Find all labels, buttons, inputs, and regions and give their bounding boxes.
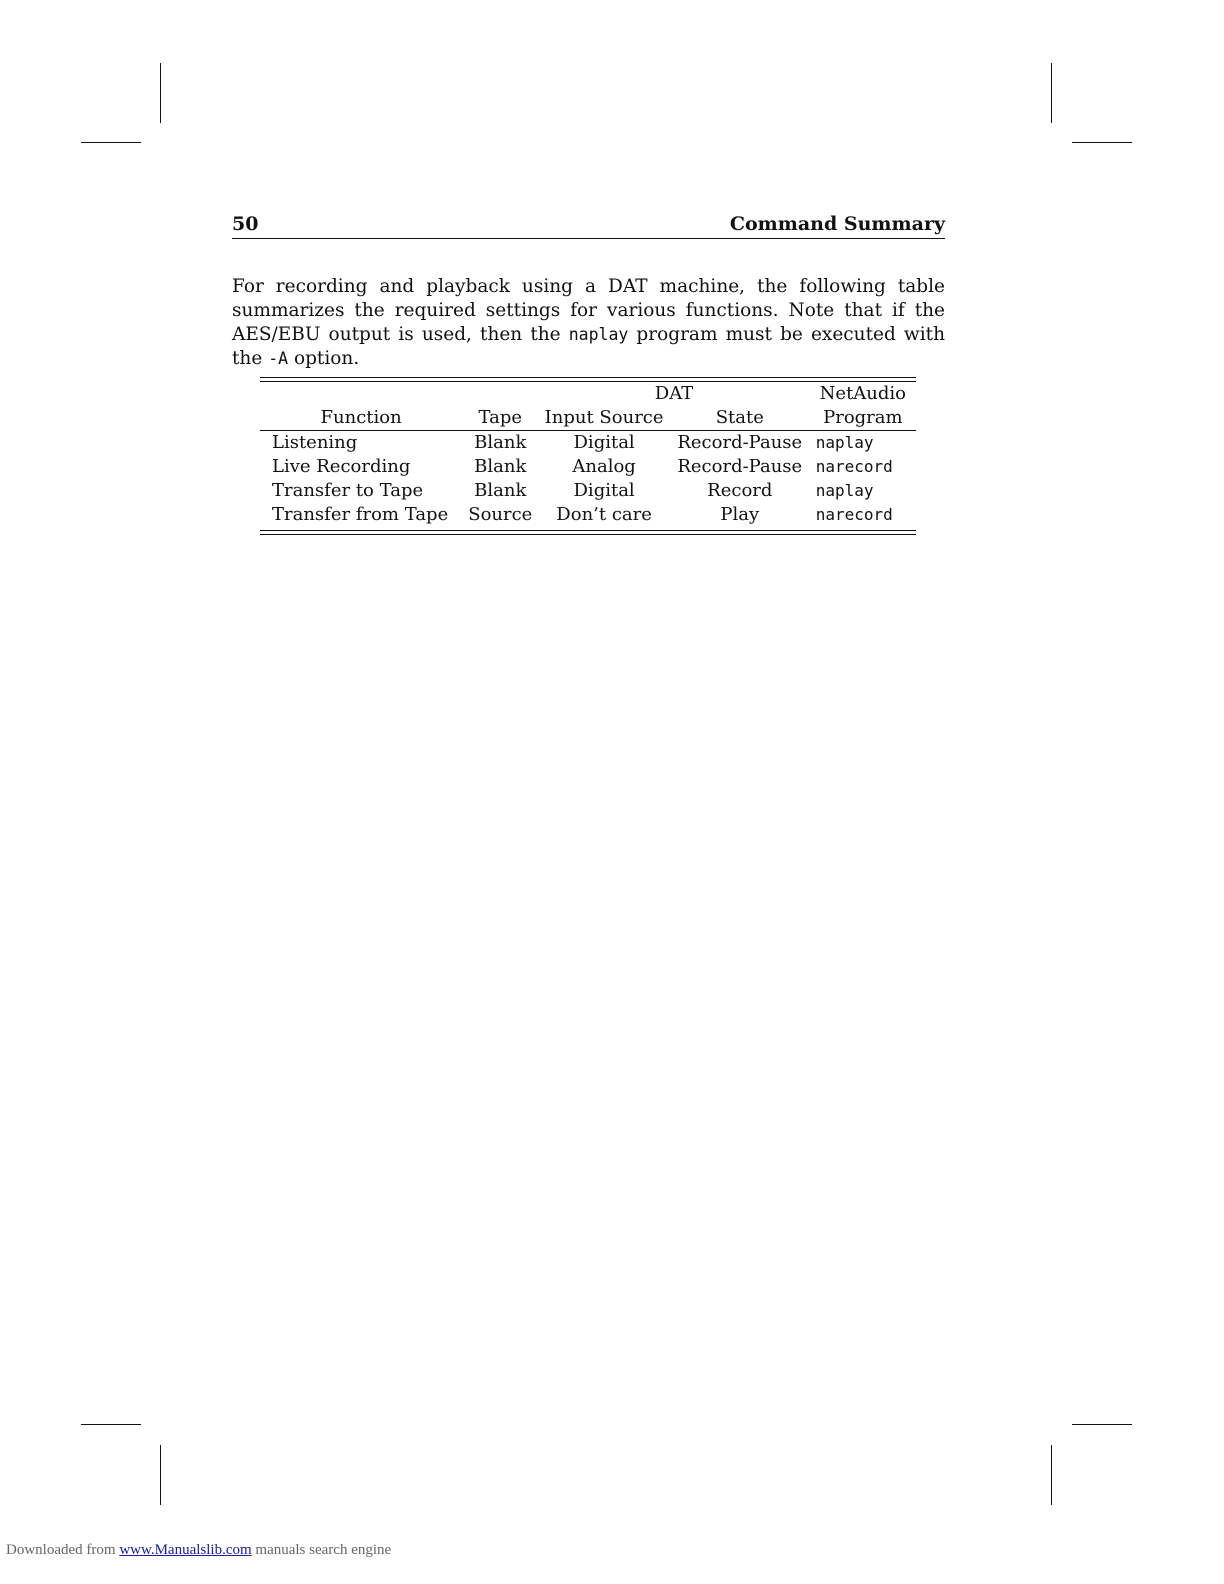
table-bottom-rule [260, 530, 916, 531]
column-header: Input Source [544, 407, 664, 428]
column-header: Function [320, 407, 402, 428]
table-row [260, 479, 916, 503]
settings-table [260, 377, 916, 535]
table-top-rule [260, 377, 916, 378]
table-cell: naplay [815, 481, 874, 500]
table-cell: Record-Pause [677, 456, 803, 477]
table-cell: Live Recording [272, 456, 411, 477]
crop-mark [81, 1424, 141, 1425]
running-title: Command Summary [729, 213, 945, 235]
intro-text: For recording and playback using a DAT machine, the following table summarizes the required settings for various functions. Note that if the AES/EBU output is used, then the [232, 276, 945, 345]
manualslib-link[interactable]: www.Manualslib.com [119, 1542, 252, 1558]
footer-prefix: Downloaded from [6, 1542, 120, 1558]
table-cell: Listening [272, 432, 358, 453]
inline-code: naplay [568, 325, 629, 344]
table-cell: Blank [474, 480, 527, 501]
crop-mark [1072, 142, 1132, 143]
table-row [260, 503, 916, 527]
intro-text: program must be executed with the [232, 324, 945, 369]
table-cell: Source [468, 504, 533, 525]
intro-text: option. [288, 348, 360, 369]
table-cell: narecord [815, 457, 893, 476]
footer-suffix: manuals search engine [251, 1542, 392, 1558]
table-cell: Record [707, 480, 773, 501]
table-row [260, 455, 916, 479]
download-footer [6, 1542, 391, 1559]
table-cell: Analog [572, 456, 636, 477]
table-bottom-rule [260, 534, 916, 535]
table-header-row [260, 406, 916, 430]
table-cell: narecord [815, 505, 893, 524]
table-group-header-row [260, 382, 916, 406]
table-cell: Record-Pause [677, 432, 803, 453]
column-header: State [715, 407, 764, 428]
group-header-dat: DAT [654, 383, 694, 404]
inline-code: -A [268, 349, 289, 368]
table-cell: Transfer from Tape [272, 504, 449, 525]
table-cell: Transfer to Tape [272, 480, 424, 501]
group-header-netaudio: NetAudio [819, 383, 907, 404]
column-header: Tape [478, 407, 523, 428]
page-header [232, 210, 945, 239]
table-cell: Don’t care [556, 504, 652, 525]
crop-mark [81, 142, 141, 143]
crop-mark [160, 1445, 161, 1505]
page-number: 50 [232, 213, 259, 235]
table-cell: Play [720, 504, 760, 525]
table-cell: naplay [815, 433, 874, 452]
column-header: Program [823, 407, 903, 428]
table-cell: Digital [573, 432, 635, 453]
crop-mark [1072, 1424, 1132, 1425]
crop-mark [1051, 1445, 1052, 1505]
table-cell: Blank [474, 432, 527, 453]
intro-paragraph [232, 275, 945, 371]
table-cell: Digital [573, 480, 635, 501]
table-cell: Blank [474, 456, 527, 477]
crop-mark [160, 63, 161, 123]
table-row [260, 431, 916, 456]
crop-mark [1051, 63, 1052, 123]
